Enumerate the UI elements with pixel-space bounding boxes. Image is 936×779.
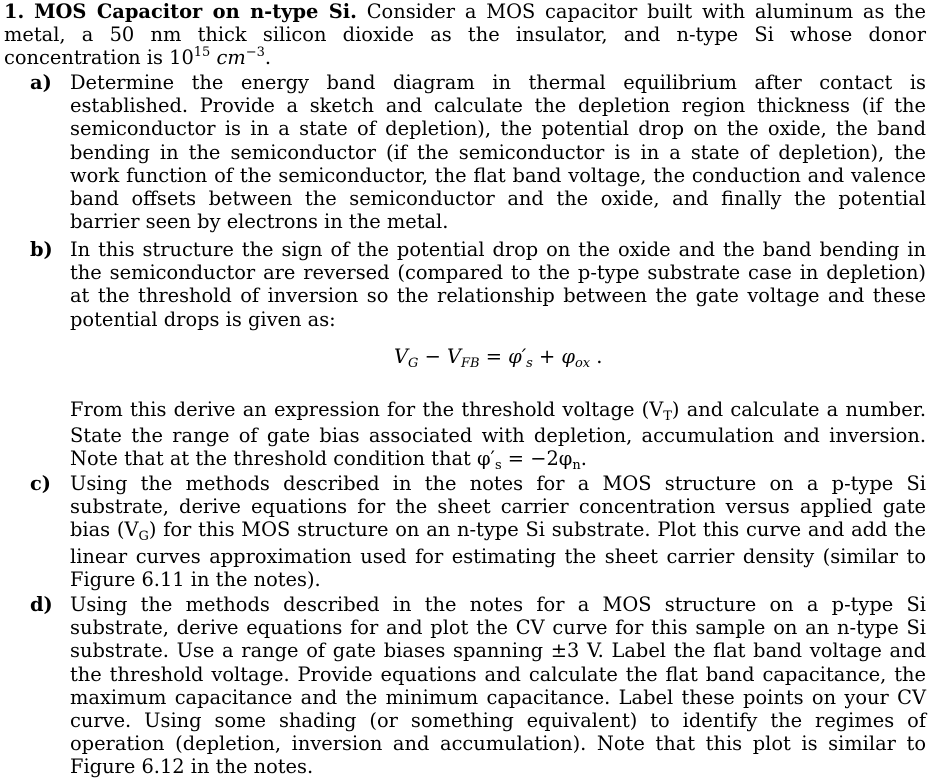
part-b-text2-pre: From this derive an expression for the threshold voltage (V (70, 398, 664, 421)
problem-statement (4, 0, 926, 73)
eq-period: . (590, 345, 603, 368)
part-b-text2-post: ) and calculate a number. State the range of gate bias associated with depletion, accumulation and inversion. Note that at the threshold condition that φ′ (70, 398, 926, 471)
eq-vg: V (394, 345, 409, 368)
eq-phiox-sub: ox (574, 356, 591, 371)
part-d (30, 593, 926, 779)
eq-phis-sub: s (526, 356, 533, 371)
intro-unit-exponent: −3 (245, 45, 265, 61)
vt-sub: T (663, 409, 672, 424)
part-d-text: Using the methods described in the notes for a MOS structure on a p-type Si substrate, derive equations for and plot the CV curve for this sample on an n-type Si substrate. Use a range of gate biases spanning ±3 V. Label the flat band voltage and the threshold voltage. Provide equations and calculate the flat band capacitance, the maximum capacitance and the minimum capacitance. Label these points on your CV curve. Using some shading (or something equivalent) to identify the regimes of operation (depletion, inversion and accumulation). Note that this plot is similar to Figure 6.12 in the notes. (70, 593, 926, 779)
part-b-text2 (70, 398, 926, 474)
intro-unit: cm (216, 46, 246, 70)
part-c-text-post: ) for this MOS structure on an n-type Si substrate. Plot this curve and add the linear curves approximation used for estimating the sheet carrier density (similar to Figure 6.11 in the notes). (70, 518, 926, 591)
intro-exponent: 15 (193, 45, 211, 61)
phis-sub: s (494, 458, 502, 474)
part-b-text2-end: . (580, 447, 587, 471)
part-c (30, 472, 926, 591)
eq-vfb-sub: FB (460, 356, 480, 371)
part-b (30, 238, 926, 331)
intro-end: . (264, 46, 272, 70)
problem-intro: Consider a MOS capacitor built with aluminum as the metal, a 50 nm thick silicon dioxide as the insulator, and n-type Si whose donor concentration is 10 (4, 0, 926, 70)
part-c-text-pre: Using the methods described in the notes for a MOS structure on a p-type Si substrate, derive equations for the sheet carrier concentration versus applied gate bias (V (70, 472, 926, 542)
eq-phiox: + φ (532, 345, 575, 368)
problem-title: MOS Capacitor on n-type Si. (34, 0, 357, 23)
part-b-continued (30, 398, 926, 474)
part-b-label: b) (30, 238, 53, 261)
part-a-label: a) (30, 71, 52, 94)
part-d-label: d) (30, 593, 53, 616)
eq-vfb: − V (418, 345, 461, 368)
phin-sub: n (572, 458, 581, 474)
part-a-text: Determine the energy band diagram in thermal equilibrium after contact is established. Provide a sketch and calculate the depletion region thickness (if the semiconductor is in a state of depletion), the potential drop on the oxide, the band bending in the semiconductor (if the semiconductor is in a state of depletion), the work function of the semiconductor, the flat band voltage, the conduction and valence band offsets between the semiconductor and the oxide, and finally the potential barrier seen by electrons in the metal. (70, 71, 926, 234)
part-b-text: In this structure the sign of the potential drop on the oxide and the band bending in the semiconductor are reversed (compared to the p-type substrate case in depletion) at the threshold of inversion so the relationship between the gate voltage and these potential drops is given as: (70, 238, 926, 331)
part-c-text (70, 472, 926, 591)
problem-number: 1. (4, 0, 25, 23)
eq-vg-sub: G (408, 356, 419, 371)
vg-sub: G (138, 529, 149, 545)
part-a (30, 71, 926, 233)
eq-phis: = φ′ (479, 345, 527, 368)
part-c-label: c) (30, 472, 51, 495)
threshold-equation (394, 345, 602, 371)
part-b-text2-eq: = −2φ (501, 447, 573, 471)
